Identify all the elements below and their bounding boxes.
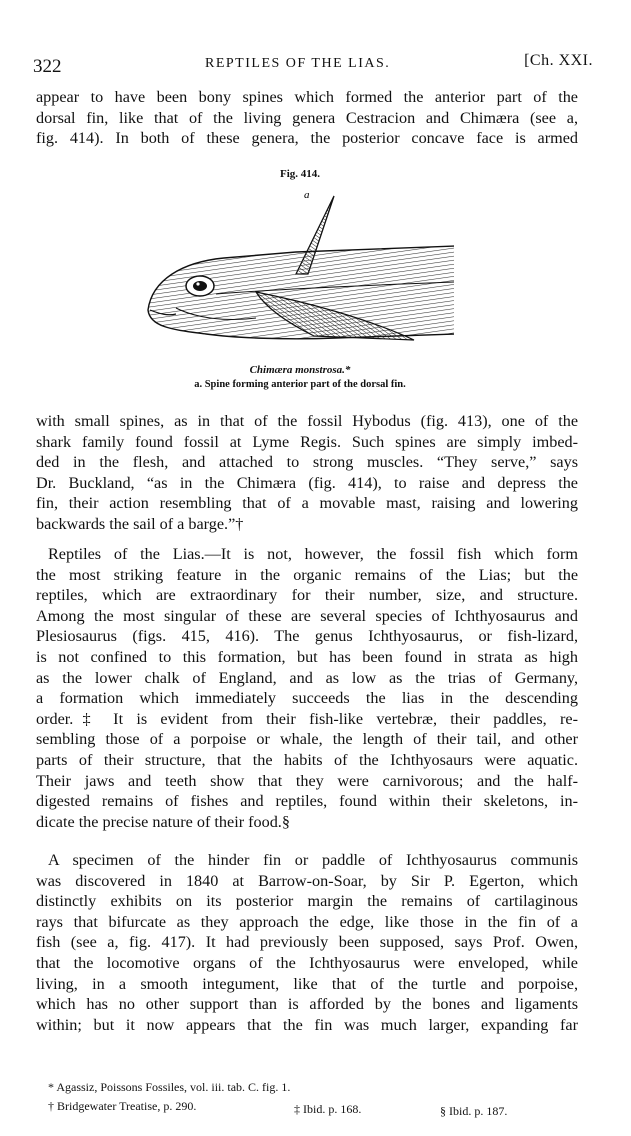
text-line: which has no other support than is afforded by the bones and ligaments bbox=[36, 995, 578, 1014]
text-line: Their jaws and teeth show that they were carnivorous; and the half- bbox=[36, 771, 578, 790]
text-line: dicate the precise nature of their food.§ bbox=[36, 812, 290, 831]
running-header bbox=[33, 50, 593, 80]
text-line: a formation which immediately succeeds the lias in the descending bbox=[36, 689, 578, 708]
text-line: Plesiosaurus (figs. 415, 416). The genus Ichthyosaurus, or fish-lizard, bbox=[36, 627, 578, 646]
text-line: ded in the flesh, and attached to strong muscles. “They serve,” says bbox=[36, 453, 578, 472]
paragraph-specimen bbox=[36, 850, 578, 1035]
text-line: Reptiles of the Lias.—It is not, however, the fossil fish which form bbox=[48, 545, 578, 563]
text-line: appear to have been bony spines which formed the anterior part of the bbox=[36, 88, 578, 106]
text-line: with small spines, as in that of the fossil Hybodus (fig. 413), one of the bbox=[36, 412, 578, 430]
text-line: Dr. Buckland, “as in the Chimæra (fig. 414), to raise and depress the bbox=[36, 473, 578, 492]
page-number: 322 bbox=[33, 56, 62, 77]
text-line: distinctly exhibits on its posterior margin the remains of cartilaginous bbox=[36, 892, 578, 911]
text-line: within; but it now appears that the fin was much larger, expanding far bbox=[36, 1015, 578, 1034]
text-line: was discovered in 1840 at Barrow-on-Soar, by Sir P. Egerton, which bbox=[36, 871, 578, 890]
footnote-agassiz: * Agassiz, Poissons Fossiles, vol. iii. tab. C. fig. 1. bbox=[48, 1080, 291, 1094]
text-line: the most striking feature in the organic remains of the Lias; but the bbox=[36, 565, 578, 584]
text-line: fin, their action resembling that of a movable mast, raising and lowering bbox=[36, 494, 578, 513]
figure-caption-text: a. Spine forming anterior part of the dorsal fin. bbox=[194, 379, 406, 390]
chapter-label: [Ch. XXI. bbox=[524, 52, 593, 69]
text-line: fish (see a, fig. 417). It had previously been supposed, says Prof. Owen, bbox=[36, 933, 578, 952]
footnote-ibid-168: ‡ Ibid. p. 168. bbox=[294, 1102, 362, 1116]
text-line: as the lower chalk of England, and as low as the trias of Germany, bbox=[36, 668, 578, 687]
text-line: living, in a smooth integument, like that of the turtle and porpoise, bbox=[36, 974, 578, 993]
figure-414 bbox=[140, 168, 460, 393]
text-line: dorsal fin, like that of the living genera Cestracion and Chimæra (see a, bbox=[36, 108, 578, 127]
text-line: order.‡ It is evident from their fish-like vertebræ, their paddles, re- bbox=[36, 709, 578, 728]
text-line: is not confined to this formation, but has been found in strata as high bbox=[36, 647, 578, 666]
figure-label: Fig. 414. bbox=[279, 168, 321, 180]
text-line: shark family found fossil at Lyme Regis. Such spines are simply imbed- bbox=[36, 432, 578, 451]
paragraph-spines-intro bbox=[36, 87, 578, 149]
text-line: parts of their structure, that the habits of the Ichthyosaurs were aquatic. bbox=[36, 750, 578, 769]
running-title: REPTILES OF THE LIAS. bbox=[205, 56, 391, 71]
text-line: Among the most singular of these are several species of Ichthyosaurus and bbox=[36, 606, 578, 625]
text-line: that the locomotive organs of the Ichthyosaurus were enveloped, while bbox=[36, 953, 578, 972]
figure-caption-title: Chimæra monstrosa.* bbox=[249, 364, 351, 376]
paragraph-spines bbox=[36, 411, 578, 535]
paragraph-reptiles bbox=[36, 544, 578, 832]
text-line: rays that bifurcate as they approach the edge, like those in the fin of a bbox=[36, 912, 578, 931]
text-line: backwards the sail of a barge.”† bbox=[36, 514, 244, 533]
text-line: digested remains of fishes and reptiles, found within their skeletons, in- bbox=[36, 792, 578, 811]
footnote-ibid-187: § Ibid. p. 187. bbox=[440, 1104, 508, 1118]
footnote-bridgewater: † Bridgewater Treatise, p. 290. bbox=[48, 1099, 197, 1113]
text-line: reptiles, which are extraordinary for their number, size, and structure. bbox=[36, 586, 578, 605]
chimaera-engraving bbox=[146, 182, 454, 342]
text-line: A specimen of the hinder fin or paddle of Ichthyosaurus communis bbox=[48, 851, 578, 869]
marker-a: a bbox=[304, 189, 310, 201]
text-line: fig. 414). In both of these genera, the posterior concave face is armed bbox=[36, 129, 578, 148]
text-line: sembling those of a porpoise or whale, the length of their tail, and other bbox=[36, 730, 578, 749]
